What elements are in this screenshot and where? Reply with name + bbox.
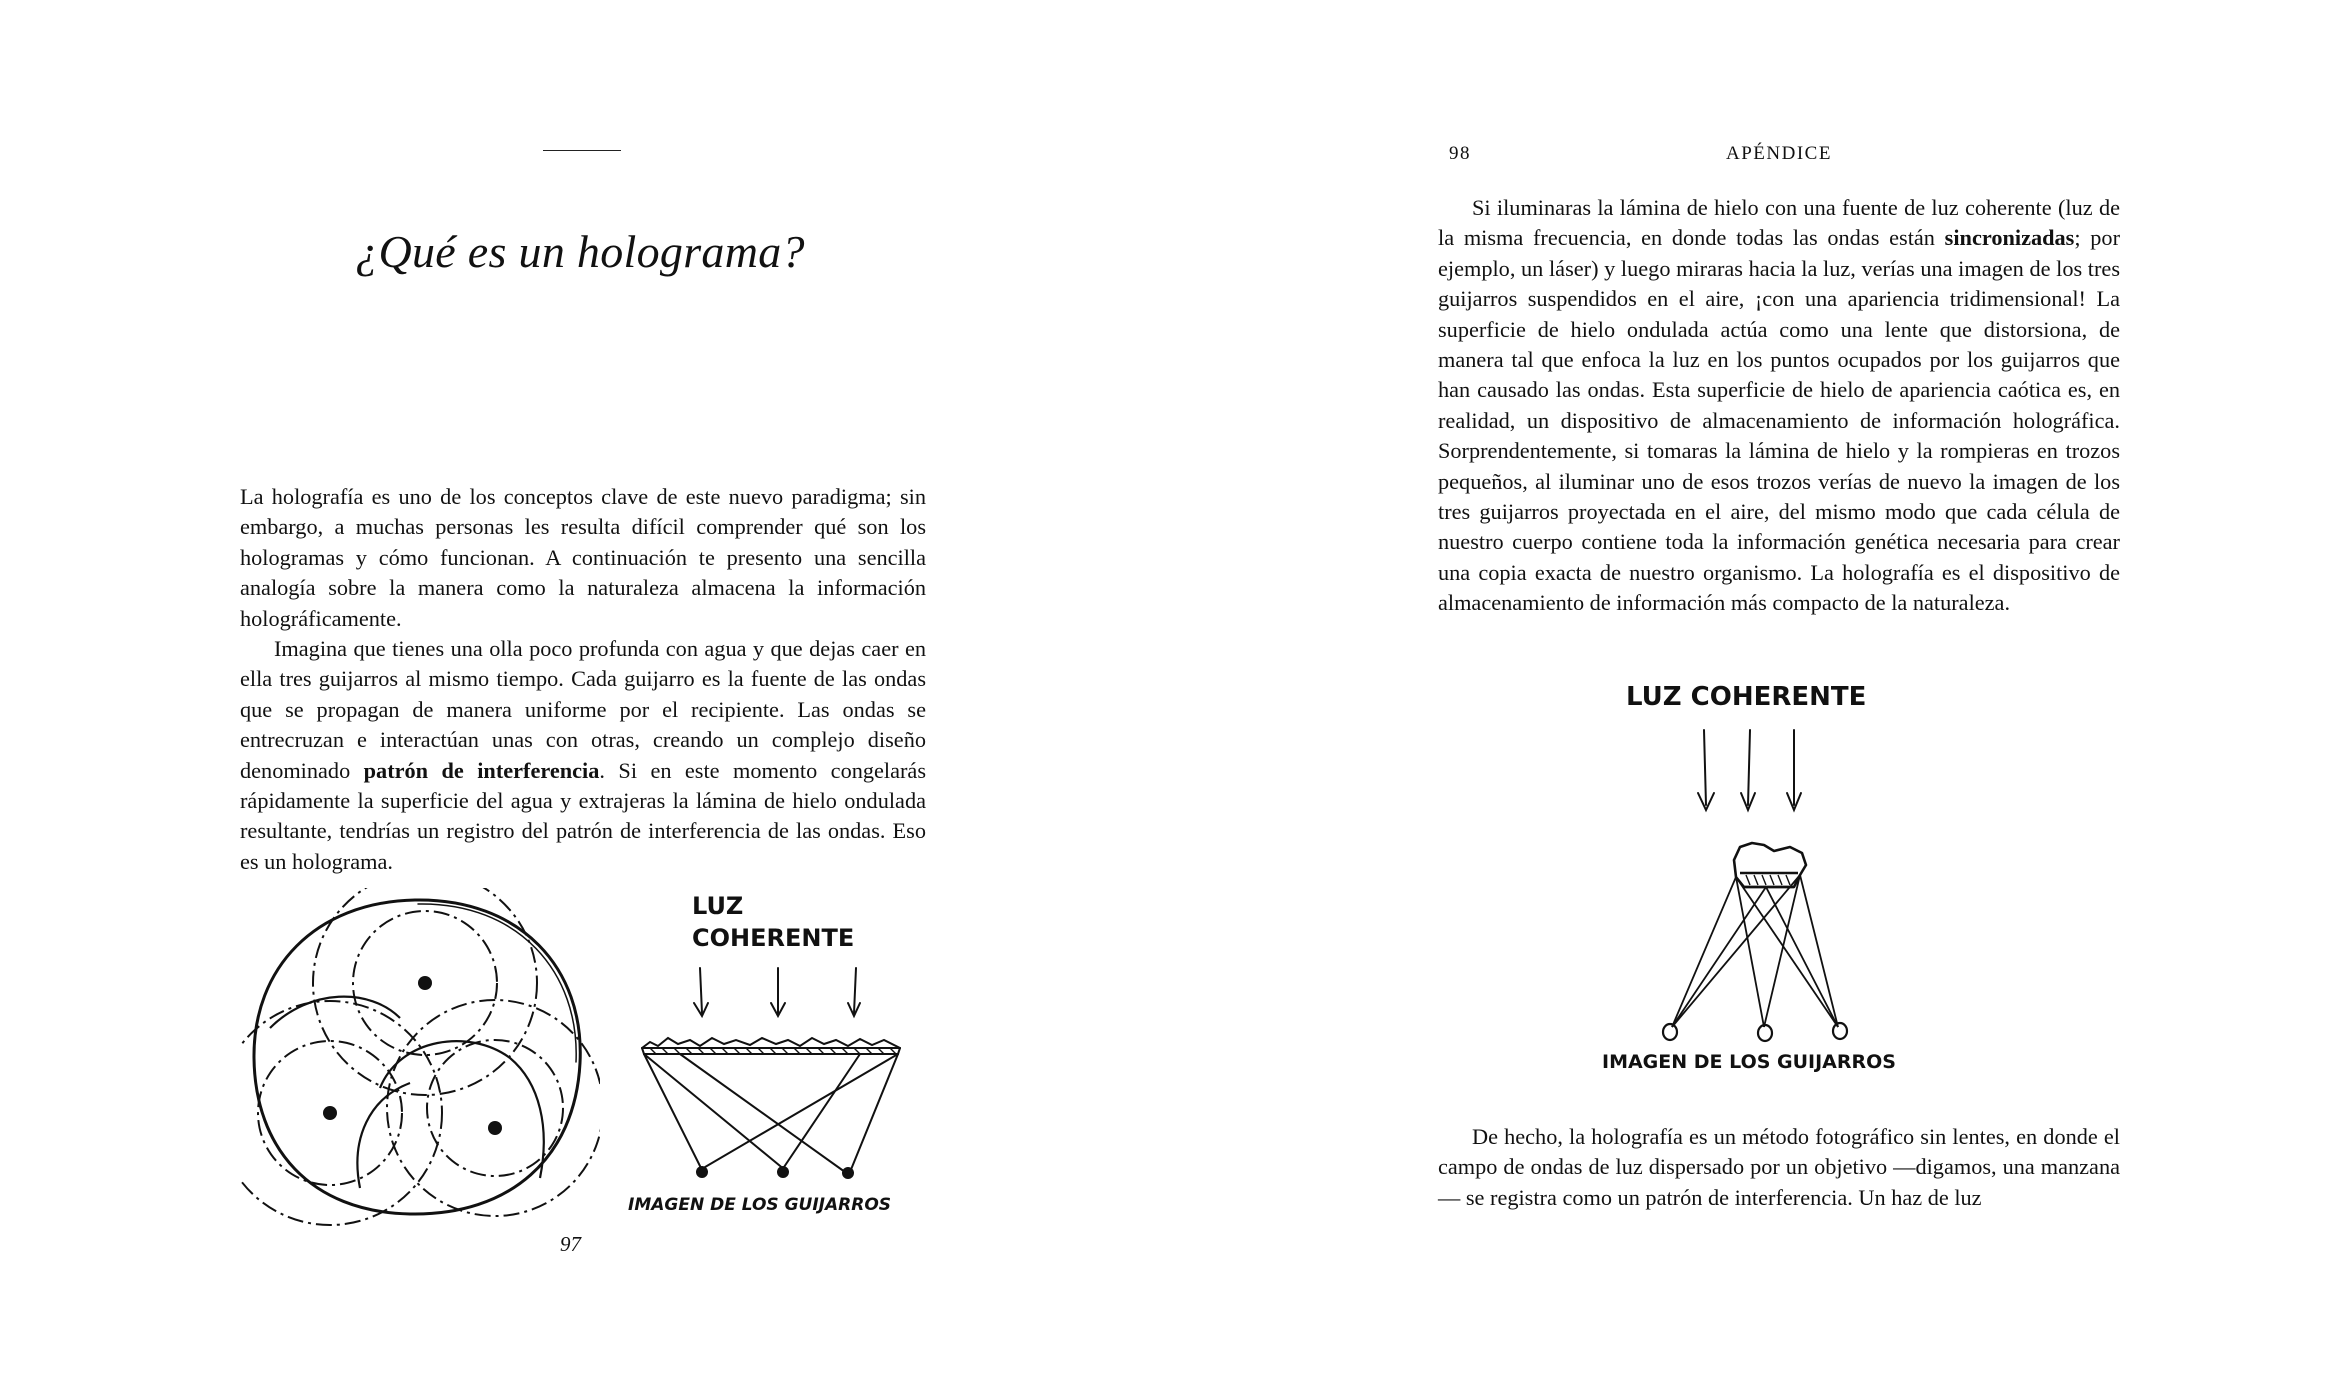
hologram-diagram-left (620, 888, 930, 1218)
left-body-text (240, 482, 926, 877)
paragraph: La holografía es uno de los conceptos clave de este nuevo paradigma; sin embargo, a muchas personas les resulta difícil comprender qué son los hologramas y cómo funcionan. A continuación te presento una sencilla analogía sobre la manera como la naturaleza almacena la información holográficamente. (240, 484, 926, 631)
right-page (1166, 0, 2333, 1400)
figure-label-luz: LUZ (692, 892, 744, 920)
figure-label-coherente: COHERENTE (692, 924, 855, 952)
chapter-rule (543, 150, 621, 151)
right-body-text-continued (1438, 1122, 2120, 1213)
page-number-left: 97 (560, 1232, 581, 1256)
paragraph: Si iluminaras la lámina de hielo con una fuente de luz coherente (luz de la misma frecuencia, en donde todas las ondas están sincronizadas; por ejemplo, un láser) y luego miraras hacia la luz, verías una imagen de los tres guijarros suspendidos en el aire, ¡con una apariencia tridimensional! La superficie de hielo ondulada actúa como una lente que distorsiona, de manera tal que enfoca la luz en los puntos ocupados por los guijarros que han causado las ondas. Esta superficie de hielo de apariencia caótica es, en realidad, un dispositivo de almacenamiento de información holográfica. Sorprendentemente, si tomaras la lámina de hielo y la rompieras en trozos pequeños, al iluminar uno de esos trozos verías de nuevo la imagen de los tres guijarros proyectada en el aire, del mismo modo que cada célula de nuestro cuerpo contiene toda la información genética necesaria para crear una copia exacta de nuestro organismo. La holografía es el dispositivo de almacenamiento de información más compacto de la naturaleza. (1438, 195, 2121, 616)
running-head-title: APÉNDICE (1726, 143, 1832, 164)
chapter-title: ¿Qué es un holograma? (355, 226, 805, 277)
bold-term: sincronizadas (1944, 225, 2075, 251)
running-head-page-number: 98 (1449, 143, 1471, 164)
figure-caption-right: IMAGEN DE LOS GUIJARROS (1602, 1051, 1896, 1073)
hologram-diagram-right (1594, 675, 1924, 1085)
interference-pattern-illustration (240, 888, 600, 1228)
bold-term: patrón de interferencia (363, 757, 600, 783)
left-page (0, 0, 1166, 1400)
figure-label-luz-coherente: LUZ COHERENTE (1626, 682, 1867, 712)
paragraph: De hecho, la holografía es un método fotográfico sin lentes, en donde el campo de ondas de luz dispersado por un objetivo —digamos, una manzana— se registra como un patrón de interferencia. Un haz de luz (1438, 1124, 2120, 1210)
paragraph: Imagina que tienes una olla poco profunda con agua y que dejas caer en ella tres guijarros al mismo tiempo. Cada guijarro es la fuente de las ondas que se propagan de manera uniforme por el recipiente. Las ondas se entrecruzan e interactúan unas con otras, creando un complejo diseño denominado patrón de interferencia. Si en este momento congelarás rápidamente la superficie del agua y extrajeras la lámina de hielo ondulada resultante, tendrías un registro del patrón de interferencia de las ondas. Eso es un holograma. (240, 636, 926, 874)
figure-caption-left: IMAGEN DE LOS GUIJARROS (628, 1195, 892, 1215)
right-body-text (1438, 193, 2120, 619)
